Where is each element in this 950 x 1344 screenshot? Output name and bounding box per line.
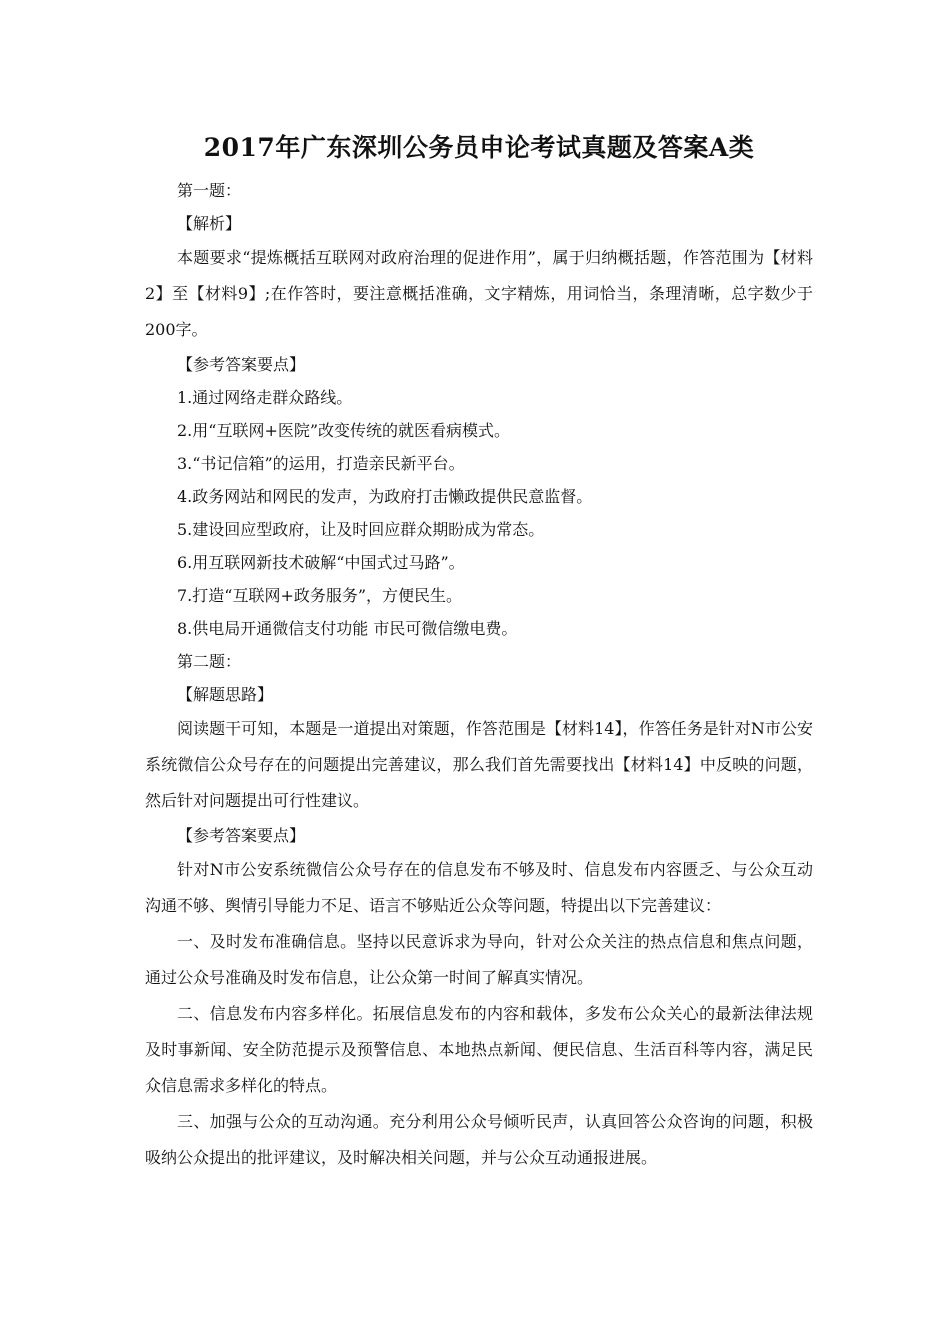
answer-point-3: 3.“书记信箱”的运用，打造亲民新平台。 <box>177 454 465 473</box>
document-page <box>145 128 813 1176</box>
suggestion-2: 二、信息发布内容多样化。拓展信息发布的内容和载体，多发布公众关心的最新法律法规及时事新闻、安全防范提示及预警信息、本地热点新闻、便民信息、生活百科等内容，满足民众信息需求多样化的特点。 <box>145 1004 813 1095</box>
answer-point-6: 6.用互联网新技术破解“中国式过马路”。 <box>177 553 465 572</box>
question-2-heading: 第二题： <box>177 652 242 671</box>
answer-point-4: 4.政务网站和网民的发声，为政府打击懒政提供民意监督。 <box>177 487 593 506</box>
answer-point-2: 2.用“互联网+医院”改变传统的就医看病模式。 <box>177 421 511 440</box>
document-title: 2017年广东深圳公务员申论考试真题及答案A类 <box>203 133 755 162</box>
answer-points-heading: 【参考答案要点】 <box>177 355 306 374</box>
suggestion-1: 一、及时发布准确信息。坚持以民意诉求为导向，针对公众关注的热点信息和焦点问题，通过公众号准确及时发布信息，让公众第一时间了解真实情况。 <box>145 932 813 987</box>
approach-text: 阅读题干可知，本题是一道提出对策题，作答范围是【材料14】，作答任务是针对N市公安系统微信公众号存在的问题提出完善建议，那么我们首先需要找出【材料14】中反映的问题，然后针对问题提出可行性建议。 <box>145 719 813 810</box>
answer-points-heading-2: 【参考答案要点】 <box>177 826 306 845</box>
answer-point-1: 1.通过网络走群众路线。 <box>177 388 353 407</box>
answer-point-7: 7.打造“互联网+政务服务”，方便民生。 <box>177 586 463 605</box>
answer-point-5: 5.建设回应型政府，让及时回应群众期盼成为常态。 <box>177 520 545 539</box>
question-1-heading: 第一题： <box>177 181 242 200</box>
analysis-text: 本题要求“提炼概括互联网对政府治理的促进作用”，属于归纳概括题，作答范围为【材料2】至【材料9】;在作答时，要注意概括准确，文字精炼，用词恰当，条理清晰，总字数少于200字。 <box>145 248 813 339</box>
suggestion-3: 三、加强与公众的互动沟通。充分利用公众号倾听民声，认真回答公众咨询的问题，积极吸纳公众提出的批评建议，及时解决相关问题，并与公众互动通报进展。 <box>145 1112 813 1167</box>
approach-heading: 【解题思路】 <box>177 685 274 704</box>
answer-intro: 针对N市公安系统微信公众号存在的信息发布不够及时、信息发布内容匮乏、与公众互动沟通不够、舆情引导能力不足、语言不够贴近公众等问题，特提出以下完善建议： <box>145 860 813 915</box>
analysis-heading: 【解析】 <box>177 214 242 233</box>
answer-point-8: 8.供电局开通微信支付功能 市民可微信缴电费。 <box>177 619 518 638</box>
